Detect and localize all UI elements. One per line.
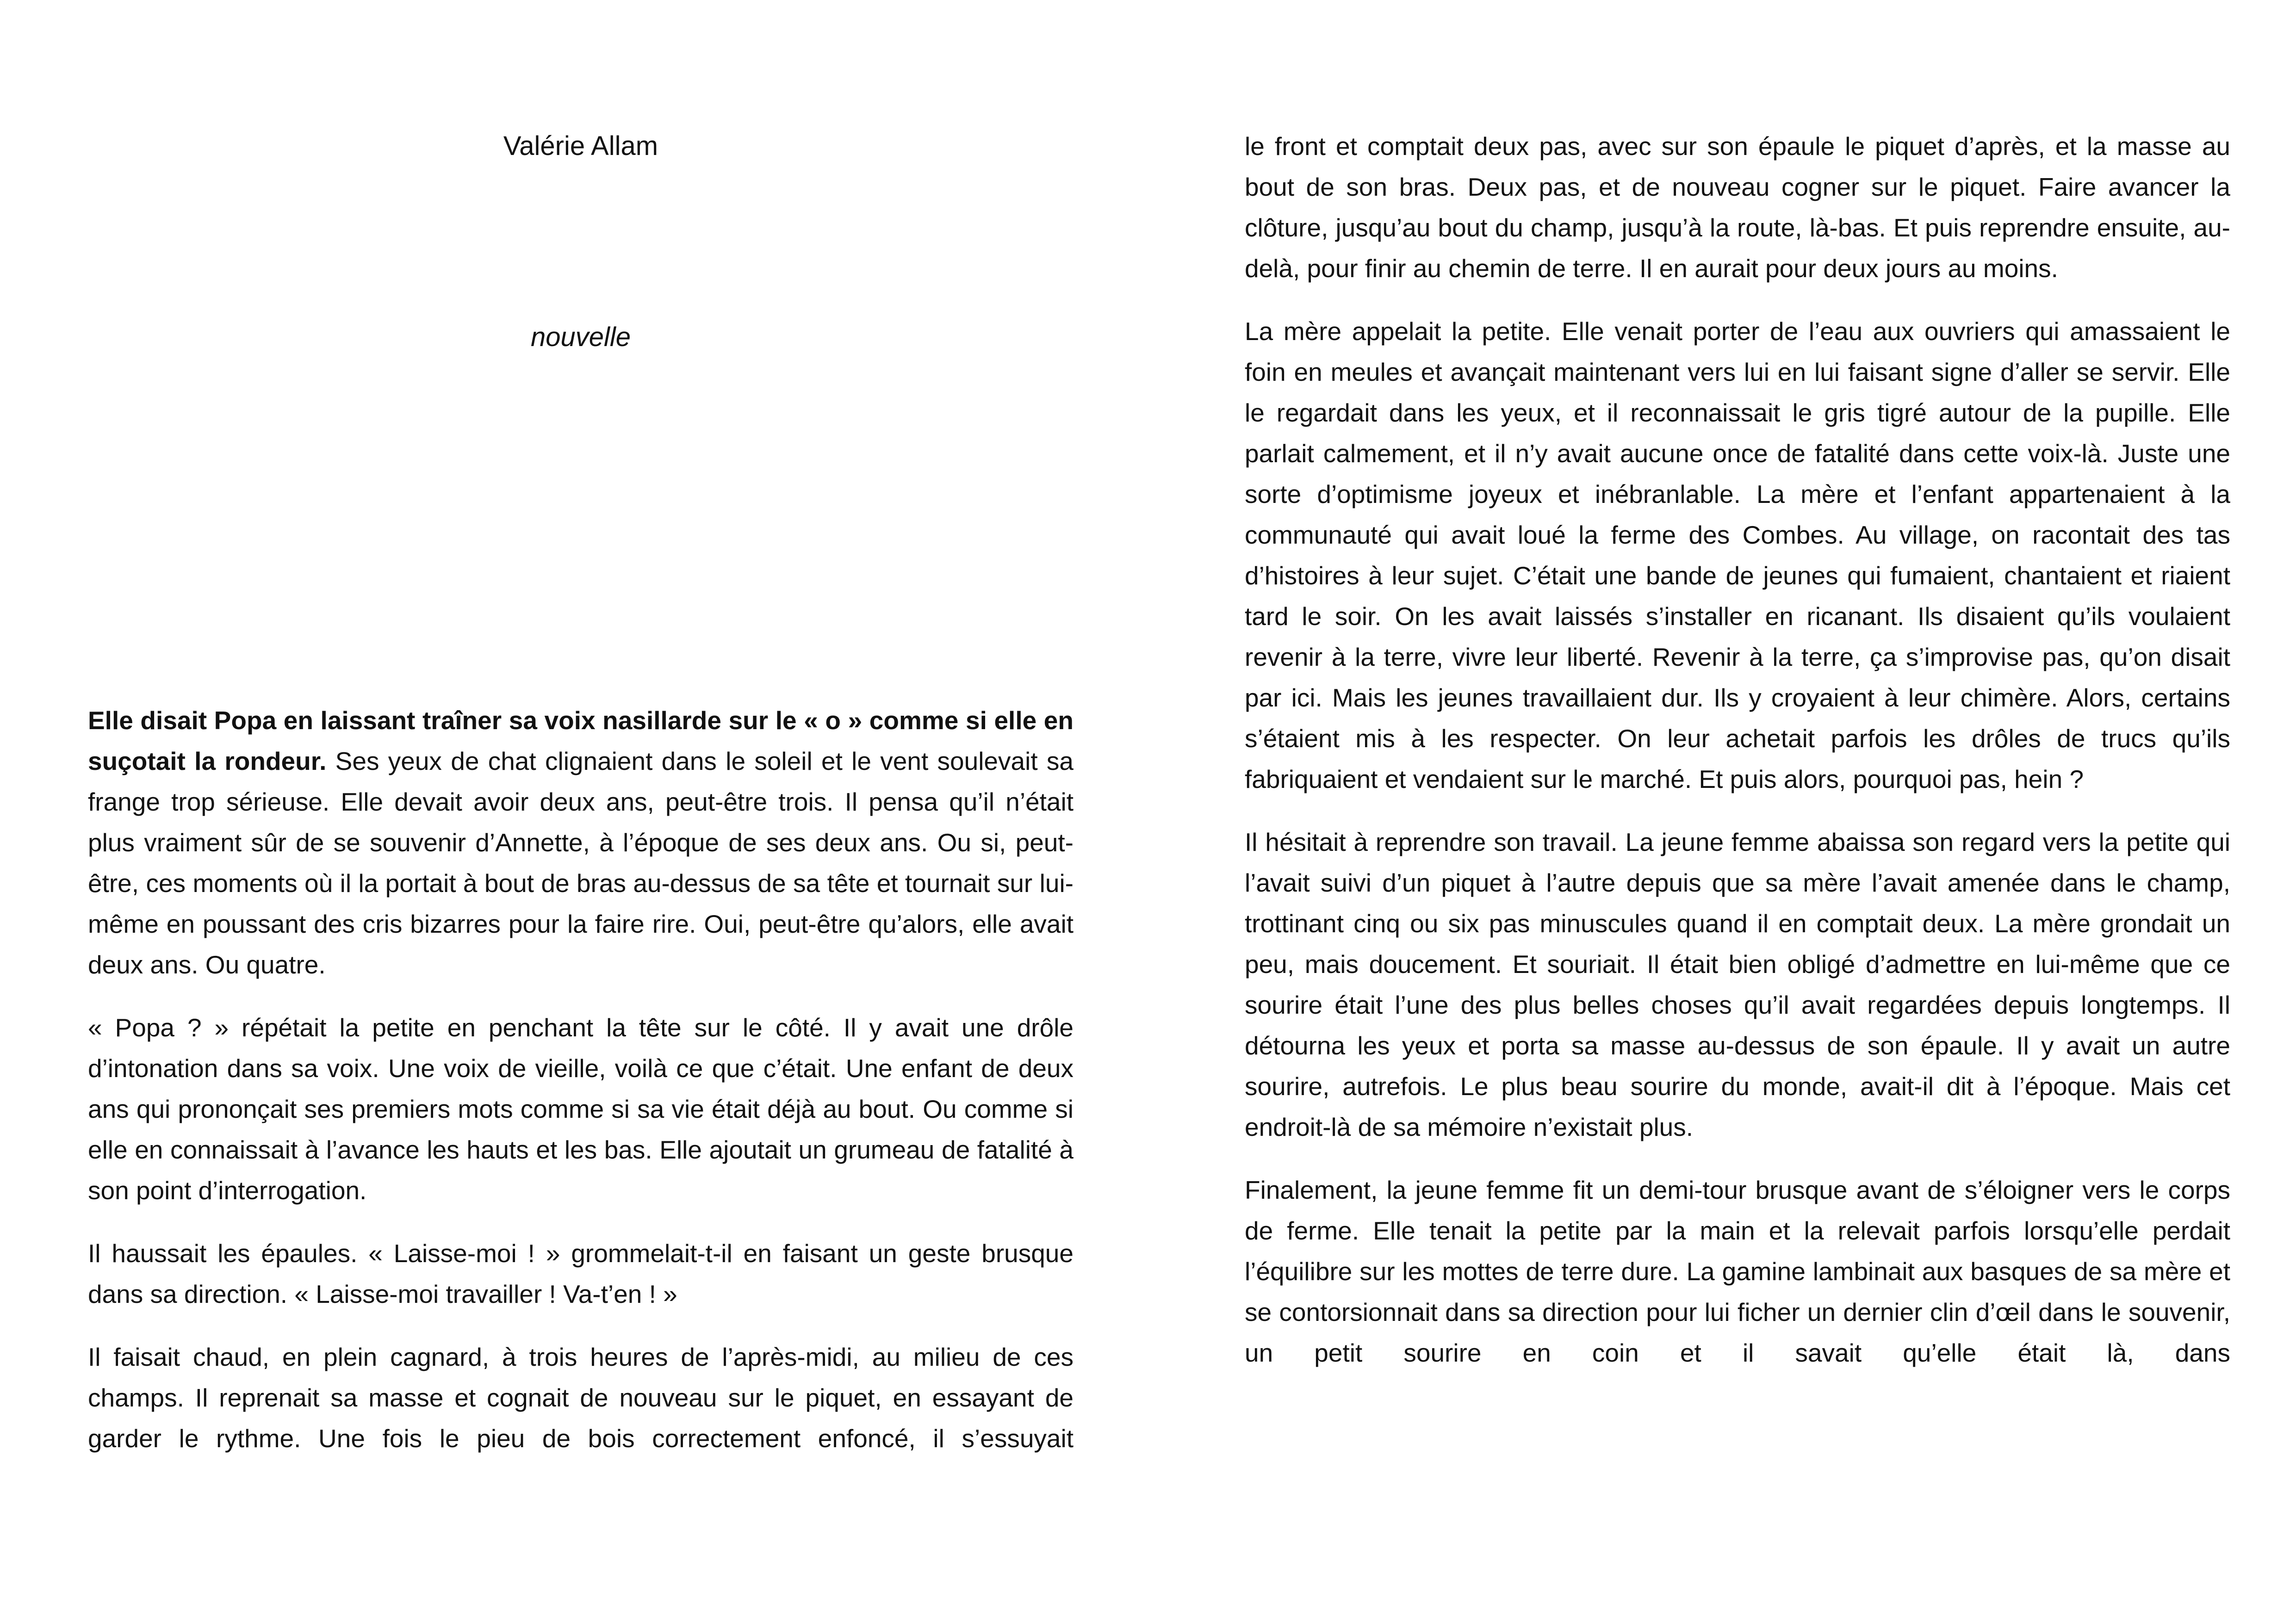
paragraph-cagnard: Il faisait chaud, en plein cagnard, à trois heures de l’après-midi, au milieu de ces champs. Il reprenait sa masse et cognait de nouveau sur le piquet, en essayant de garder le rythme. Une fois le pieu de bois correctement enfoncé, il s’essuyait <box>88 1343 1074 1453</box>
paragraph-opening <box>88 700 1074 985</box>
left-page-body <box>88 700 1074 1481</box>
opening-paragraph-text: Ses yeux de chat clignaient dans le soleil et le vent soulevait sa frange trop sérieuse. Elle devait avoir deux ans, peut-être trois. Il pensa qu’il n’était plus vraiment sûr de se souvenir d’Annette, à l’époque de ses deux ans. Ou si, peut-être, ces moments où il la portait à bout de bras au-dessus de sa tête et tournait sur lui-même en poussant des cris bizarres pour la faire rire. Oui, peut-être qu’alors, elle avait deux ans. Ou quatre. <box>88 747 1074 979</box>
right-page <box>1245 0 2230 1623</box>
left-page <box>88 0 1074 1623</box>
paragraph-hesitait: Il hésitait à reprendre son travail. La jeune femme abaissa son regard vers la petite qui l’avait suivi d’un piquet à l’autre depuis que sa mère l’avait amenée dans le champ, trottinant cinq ou six pas minuscules quand il en comptait deux. La mère grondait un peu, mais doucement. Et souriait. Il était bien obligé d’admettre en lui-même que ce sourire était l’une des plus belles choses qu’il avait regardées depuis longtemps. Il détourna les yeux et porta sa masse au-dessus de son épaule. Il y avait un autre sourire, autrefois. Le plus beau sourire du monde, avait-il dit à l’époque. Mais cet endroit-là de sa mémoire n’existait plus. <box>1245 828 2230 1141</box>
paragraph-finalement: Finalement, la jeune femme fit un demi-tour brusque avant de s’éloigner vers le corps de ferme. Elle tenait la petite par la main et la relevait parfois lorsqu’elle perdait l’équilibre sur les mottes de terre dure. La gamine lambinait aux basques de sa mère et se contorsionnait dans sa direction pour lui ficher un dernier clin d’œil dans le souvenir, un petit sourire en coin et il savait qu’elle était là, dans <box>1245 1176 2230 1367</box>
paragraph-continuation: le front et comptait deux pas, avec sur son épaule le piquet d’après, et la masse au bout de son bras. Deux pas, et de nouveau cogner sur le piquet. Faire avancer la clôture, jusqu’au bout du champ, jusqu’à la route, là-bas. Et puis reprendre ensuite, au-delà, pour finir au chemin de terre. Il en aurait pour deux jours au moins. <box>1245 132 2230 283</box>
opening-bold-sentence: Elle disait Popa en laissant traîner sa voix nasillarde sur le « o » comme si elle en suçotait la rondeur. <box>88 706 1074 775</box>
paragraph-laisse-moi: Il haussait les épaules. « Laisse-moi ! » grommelait-t-il en faisant un geste brusque dans sa direction. « Laisse-moi travailler ! Va-t’en ! » <box>88 1239 1074 1308</box>
author-name: Valérie Allam <box>503 131 658 161</box>
right-page-body <box>1245 126 2230 1395</box>
paragraph-popa: « Popa ? » répétait la petite en penchant la tête sur le côté. Il y avait une drôle d’intonation dans sa voix. Une voix de vieille, voilà ce que c’était. Une enfant de deux ans qui prononçait ses premiers mots comme si sa vie était déjà au bout. Ou comme si elle en connaissait à l’avance les hauts et les bas. Elle ajoutait un grumeau de fatalité à son point d’interrogation. <box>88 1013 1074 1205</box>
paragraph-mere: La mère appelait la petite. Elle venait porter de l’eau aux ouvriers qui amassaient le foin en meules et avançait maintenant vers lui en lui faisant signe d’aller se servir. Elle le regardait dans les yeux, et il reconnaissait le gris tigré autour de la pupille. Elle parlait calmement, et il n’y avait aucune once de fatalité dans cette voix-là. Juste une sorte d’optimisme joyeux et inébranlable. La mère et l’enfant appartenaient à la communauté qui avait loué la ferme des Combes. Au village, on racontait des tas d’histoires à leur sujet. C’était une bande de jeunes qui fumaient, chantaient et riaient tard le soir. On les avait laissés s’installer en ricanant. Ils disaient qu’ils voulaient revenir à la terre, vivre leur liberté. Revenir à la terre, ça s’improvise pas, qu’on disait par ici. Mais les jeunes travaillaient dur. Ils y croyaient à leur chimère. Alors, certains s’étaient mis à les respecter. On leur achetait parfois les drôles de trucs qu’ils fabriquaient et vendaient sur le marché. Et puis alors, pourquoi pas, hein ? <box>1245 317 2230 793</box>
genre-label: nouvelle <box>530 322 631 352</box>
